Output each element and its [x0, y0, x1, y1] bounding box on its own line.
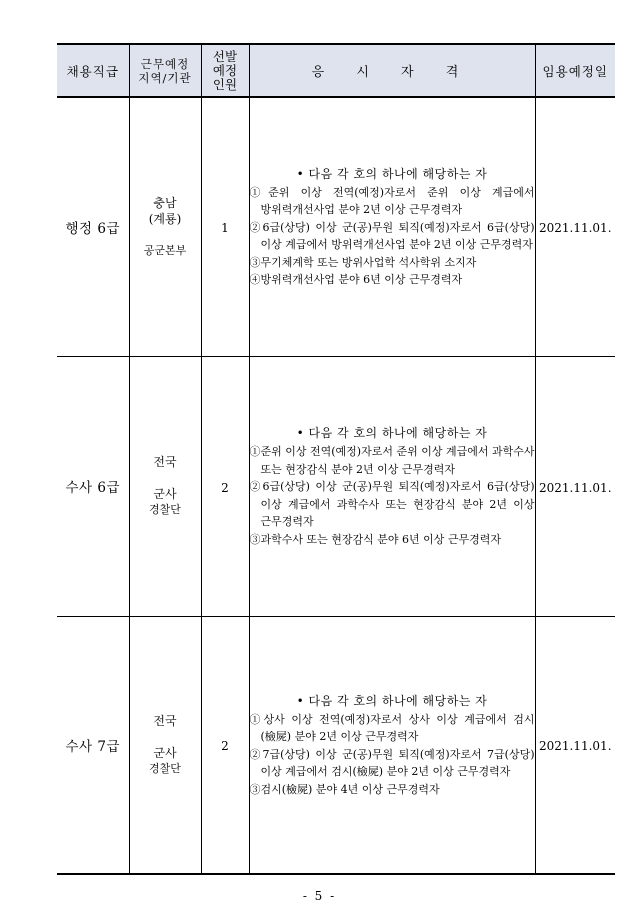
qualification-title: • 다음 각 호의 하나에 해당하는 자 — [296, 166, 488, 181]
qualification-item: ①준위 이상 전역(예정)자로서 준위 이상 계급에서 과학수사 또는 현장감식 분야 2년 이상 근무경력자 — [249, 445, 535, 476]
header-location-line1: 근무예정 — [140, 56, 190, 71]
table-row — [57, 616, 615, 874]
table-header-row — [57, 44, 615, 97]
header-count — [201, 44, 249, 97]
qualification-item: ①상사 이상 전역(예정)자로서 상사 이상 계급에서 검시(檢屍) 분야 2년 이상 근무경력자 — [249, 712, 535, 743]
location-cell: 충남 (계룡) 공군본부 — [129, 97, 201, 356]
count-cell: 2 — [201, 616, 249, 874]
location-cell: 전국 군사 경찰단 — [129, 356, 201, 616]
qualification-title: • 다음 각 호의 하나에 해당하는 자 — [296, 426, 488, 440]
qualification-cell — [249, 97, 535, 356]
qualification-title: • 다음 각 호의 하나에 해당하는 자 — [296, 693, 488, 708]
page-number: - 5 - — [302, 889, 337, 903]
header-location — [129, 44, 201, 97]
qualification-item: ②7급(상당) 이상 군(공)무원 퇴직(예정)자로서 7급(상당) 이상 계급에서 검시(檢屍) 분야 2년 이상 근무경력자 — [249, 747, 535, 778]
qualification-item: ①준위 이상 전역(예정)자로서 준위 이상 계급에서 방위력개선사업 분야 2년 이상 근무경력자 — [249, 185, 535, 217]
qualification-item: ③무기체계학 또는 방위사업학 석사학위 소지자 — [249, 255, 477, 269]
date-cell: 2021.11.01. — [535, 616, 615, 874]
header-position: 채용직급 — [57, 44, 129, 97]
recruitment-table — [57, 43, 615, 875]
header-count-line1: 선발 — [212, 48, 238, 64]
qualification-item: ②6급(상당) 이상 군(공)무원 퇴직(예정)자로서 6급(상당) 이상 계급에서 방위력개선사업 분야 2년 이상 근무경력자 — [249, 220, 535, 252]
position-cell: 수사 6급 — [57, 356, 129, 616]
qualification-cell — [249, 616, 535, 874]
date-cell: 2021.11.01. — [535, 97, 615, 356]
date-cell: 2021.11.01. — [535, 356, 615, 616]
qualification-item: ③검시(檢屍) 분야 4년 이상 근무경력자 — [249, 782, 440, 796]
position-cell: 수사 7급 — [57, 616, 129, 874]
header-location-line2: 지역/기관 — [138, 70, 192, 85]
location-cell: 전국 군사 경찰단 — [129, 616, 201, 874]
header-date: 임용예정일 — [535, 44, 615, 97]
qualification-item: ②6급(상당) 이상 군(공)무원 퇴직(예정)자로서 6급(상당) 이상 계급에서 과학수사 또는 현장감식 분야 2년 이상 근무경력자 — [249, 480, 535, 528]
qualification-item: ④방위력개선사업 분야 6년 이상 근무경력자 — [249, 273, 463, 287]
table-row — [57, 97, 615, 356]
qualification-cell — [249, 356, 535, 616]
header-qualification: 응 시 자 격 — [249, 44, 535, 97]
header-count-line3: 인원 — [212, 76, 238, 92]
count-cell: 2 — [201, 356, 249, 616]
count-cell: 1 — [201, 97, 249, 356]
header-count-line2: 예정 — [212, 62, 238, 78]
position-cell: 행정 6급 — [57, 97, 129, 356]
qualification-item: ③과학수사 또는 현장감식 분야 6년 이상 근무경력자 — [249, 532, 501, 546]
table-row — [57, 356, 615, 616]
